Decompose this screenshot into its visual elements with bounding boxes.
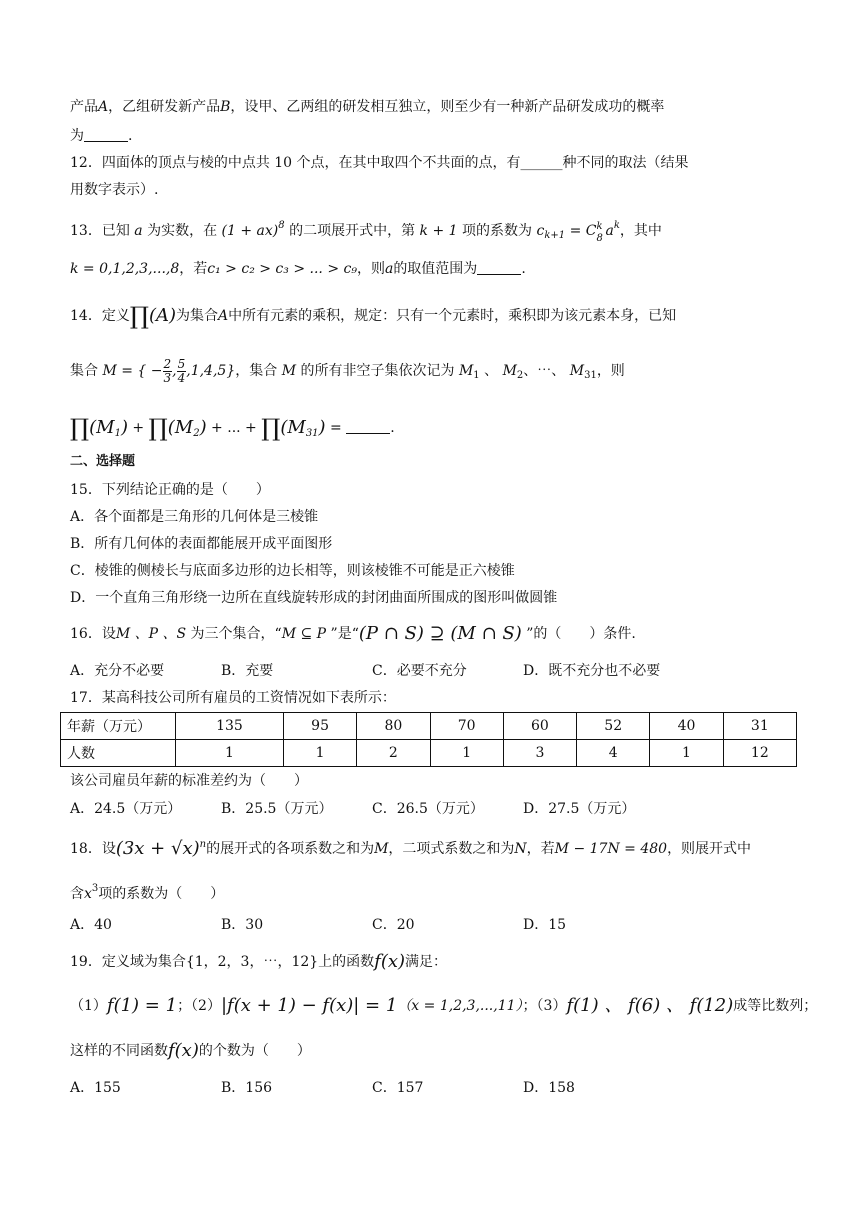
q14-var-m: M [502, 363, 517, 379]
q13-line-1 [70, 216, 662, 246]
q15-option-a: A．各个面都是三角形的几何体是三棱锥 [70, 509, 319, 525]
q14-text: 中所有元素的乘积，规定：只有一个元素时，乘积即为该元素本身，已知 [228, 308, 677, 324]
q16-text: ”的（ ）条件. [526, 626, 636, 642]
subscript: 1 [473, 370, 480, 381]
q16-text: ”是“ [330, 626, 359, 642]
q17-stem: 17．某高科技公司所有雇员的工资情况如下表所示： [70, 690, 396, 706]
q18-option-b: B．30 [221, 917, 264, 933]
table-cell: 1 [430, 740, 503, 767]
table-cell: 12 [723, 740, 796, 767]
q14-var-a: A [217, 308, 229, 324]
q19-line-3 [70, 1041, 311, 1061]
q19-conditions [70, 996, 817, 1016]
q14-text: 为集合 [175, 308, 218, 324]
q19-stem [70, 952, 447, 972]
product-symbol: ∏ [129, 302, 149, 330]
q13-term: k + 1 [419, 223, 458, 239]
q14-text: 、⋯、 [523, 363, 566, 379]
q13-text: 项的系数为 [462, 223, 533, 239]
q17-option-d: D．27.5（万元） [523, 801, 636, 817]
table-cell: 95 [283, 713, 356, 740]
subscript: 2 [516, 370, 524, 381]
q18-text: ，则展开式中 [667, 841, 752, 857]
q14-term: $(M_{31})$ [280, 417, 326, 439]
q18-text: 项的系数为（ ） [98, 886, 225, 902]
q18-stem [70, 835, 751, 859]
q15-option-d: D．一个直角三角形绕一边所在直线旋转形成的封闭曲面所围成的图形叫做圆锥 [70, 590, 558, 606]
q13-var-a: a [134, 223, 143, 239]
q16-option-d: D．既不充分也不必要 [523, 663, 661, 679]
q17-option-a: A．24.5（万元） [70, 801, 182, 817]
answer-blank [477, 260, 521, 275]
q19-condition-3: f(1) 、 f(6) 、 f(12) [566, 995, 734, 1016]
q13-text: 的二项展开式中，第 [289, 223, 416, 239]
q13-text: ，其中 [619, 223, 662, 239]
q11-var-a: A [98, 99, 109, 115]
q16-stem [70, 624, 636, 644]
q18-option-d: D．15 [523, 917, 567, 933]
q13-text: 13．已知 [70, 223, 130, 239]
table-cell: 1 [650, 740, 723, 767]
q13-line-2 [70, 259, 526, 279]
q14-arg-a: (A) [148, 305, 176, 326]
q14-text: ，集合 [235, 363, 278, 379]
table-cell: 1 [176, 740, 284, 767]
q14-text: 的所有非空子集依次记为 [300, 363, 455, 379]
q17-option-c: C．26.5（万元） [372, 801, 484, 817]
q19-option-b: B．156 [221, 1080, 273, 1096]
q19-range: （x = 1,2,3,...,11） [397, 998, 523, 1014]
q19-fx: f(x) [168, 1040, 199, 1061]
product-symbol: ∏ [148, 414, 168, 442]
table-cell: 52 [577, 713, 650, 740]
q15-stem: 15．下列结论正确的是（ ） [70, 482, 270, 498]
q13-k-range: k = 0,1,2,3,...,8 [70, 261, 180, 277]
q18-option-a: A．40 [70, 917, 112, 933]
q14-var-m: M [281, 363, 297, 379]
q17-option-b: B．25.5（万元） [221, 801, 333, 817]
table-header-cell: 年薪（万元） [61, 713, 176, 740]
table-row [61, 740, 797, 767]
q16-vars: M 、P 、S [115, 626, 187, 642]
q12-line-1: 12．四面体的顶点与棱的中点共 10 个点，在其中取四个不共面的点，有______种不同的取法（结果 [70, 155, 689, 171]
table-cell: 31 [723, 713, 796, 740]
q14-text: 14．定义 [70, 308, 130, 324]
q17-after: 该公司雇员年薪的标准差约为（ ） [70, 773, 308, 789]
q19-option-d: D．158 [523, 1080, 575, 1096]
q19-text: （1） [70, 998, 107, 1014]
fraction: $\frac{2}{3}$ [163, 356, 172, 385]
q18-text: ，若 [526, 841, 555, 857]
q16-condition-2: (P ∩ S) ⊇ (M ∩ S) [358, 623, 522, 644]
table-cell: 40 [650, 713, 723, 740]
q14-term: $(M_2)$ [167, 417, 207, 439]
salary-table [60, 712, 797, 767]
q11-line-1 [70, 97, 664, 117]
q19-text: 的个数为（ ） [198, 1043, 311, 1059]
answer-blank [84, 127, 128, 142]
q11-text: ，乙组研发新产品 [108, 99, 221, 115]
q14-line-2 [70, 357, 625, 390]
q11-text: 为 [70, 128, 84, 144]
q13-var-a: a [384, 261, 394, 277]
q19-text: 成等比数列； [733, 998, 818, 1014]
q11-var-b: B [220, 99, 231, 115]
q14-var-m: M [569, 363, 585, 379]
answer-blank [346, 419, 390, 434]
q13-inequality: c₁ > c₂ > c₃ > ... > c₉ [207, 261, 357, 277]
q19-text: 这样的不同函数 [70, 1043, 168, 1059]
q14-line-1 [70, 302, 677, 330]
q13-text: ，则 [356, 261, 385, 277]
q13-text: 的取值范围为 [393, 261, 478, 277]
superscript: 3 [91, 883, 99, 894]
q19-text: ；（2） [177, 998, 221, 1014]
q16-option-a: A．充分不必要 [70, 663, 165, 679]
q16-condition-1: M ⊆ P [281, 626, 327, 642]
product-symbol: ∏ [70, 414, 90, 442]
table-cell: 60 [503, 713, 576, 740]
table-cell: 2 [357, 740, 430, 767]
q16-text: 为三个集合，“ [190, 626, 282, 642]
table-row [61, 713, 797, 740]
product-symbol: ∏ [261, 414, 281, 442]
table-cell: 4 [577, 740, 650, 767]
q18-var-n: N [514, 841, 527, 857]
section-title: 二、选择题 [70, 454, 136, 469]
q14-text: ，则 [596, 363, 625, 379]
q18-option-c: C．20 [372, 917, 415, 933]
q13-text: 为实数，在 [147, 223, 218, 239]
table-cell: 80 [357, 713, 430, 740]
q19-text: ；（3） [522, 998, 567, 1014]
q19-condition-2: |f(x + 1) − f(x)| = 1 [220, 995, 398, 1016]
q11-text: 产品 [70, 99, 98, 115]
q16-option-b: B．充要 [221, 663, 274, 679]
q11-text: . [128, 128, 133, 144]
q13-binomial: (1 + ax)$^8$ [221, 220, 285, 239]
q19-fx: f(x) [374, 951, 406, 972]
q11-text: ，设甲、乙两组的研发相互独立，则至少有一种新产品研发成功的概率 [230, 99, 665, 115]
q14-line-3: $\prod(M_1)$ + $\prod(M_2)$ + ... + $\prod(M_{31})$ = . [70, 414, 395, 442]
q19-text: 满足： [405, 954, 448, 970]
table-cell: 70 [430, 713, 503, 740]
table-cell: 1 [283, 740, 356, 767]
q18-binomial: $(3x + √x)^n$ [115, 838, 207, 859]
q14-set-def: M = { − $\frac{2}{3}$ , $\frac{5}{4}$ ,1,4,5} [102, 356, 236, 385]
q19-option-c: C．157 [372, 1080, 424, 1096]
q16-text: 16．设 [70, 626, 116, 642]
equals: = [330, 420, 342, 436]
q15-option-c: C．棱锥的侧棱长与底面多边形的边长相等，则该棱锥不可能是正六棱锥 [70, 563, 515, 579]
q18-text: 的展开式的各项系数之和为 [206, 841, 375, 857]
q11-line-2 [70, 126, 132, 146]
q14-var-m: M [458, 363, 474, 379]
q18-var-m: M [374, 841, 389, 857]
q14-text: 集合 [70, 363, 98, 379]
q19-option-a: A．155 [70, 1080, 121, 1096]
q18-text: 18．设 [70, 841, 116, 857]
subscript: 31 [584, 370, 597, 381]
table-cell: 135 [176, 713, 284, 740]
q14-text: 、 [484, 363, 499, 379]
table-header-cell: 人数 [61, 740, 176, 767]
q18-x: x [84, 886, 92, 902]
q14-text: . [390, 420, 395, 436]
fraction: $\frac{5}{4}$ [177, 356, 186, 385]
q18-text: ，二项式系数之和为 [388, 841, 515, 857]
table-cell: 3 [503, 740, 576, 767]
q15-option-b: B．所有几何体的表面都能展开成平面图形 [70, 536, 333, 552]
q13-text: . [521, 261, 526, 277]
q18-condition: M − 17N = 480 [554, 841, 668, 857]
q12-line-2: 用数字表示）. [70, 182, 159, 198]
q16-option-c: C．必要不充分 [372, 663, 467, 679]
q14-term: $(M_1)$ [89, 417, 128, 439]
q13-text: ，若 [179, 261, 208, 277]
q18-line-2 [70, 879, 224, 904]
q19-text: 19．定义域为集合{1，2，3，⋯，12}上的函数 [70, 954, 375, 970]
q13-coef-formula: $c_{k+1} = C$ k 8 $a^k$ [536, 220, 620, 244]
q19-condition-1: f(1) = 1 [106, 995, 178, 1016]
q18-text: 含 [70, 886, 84, 902]
